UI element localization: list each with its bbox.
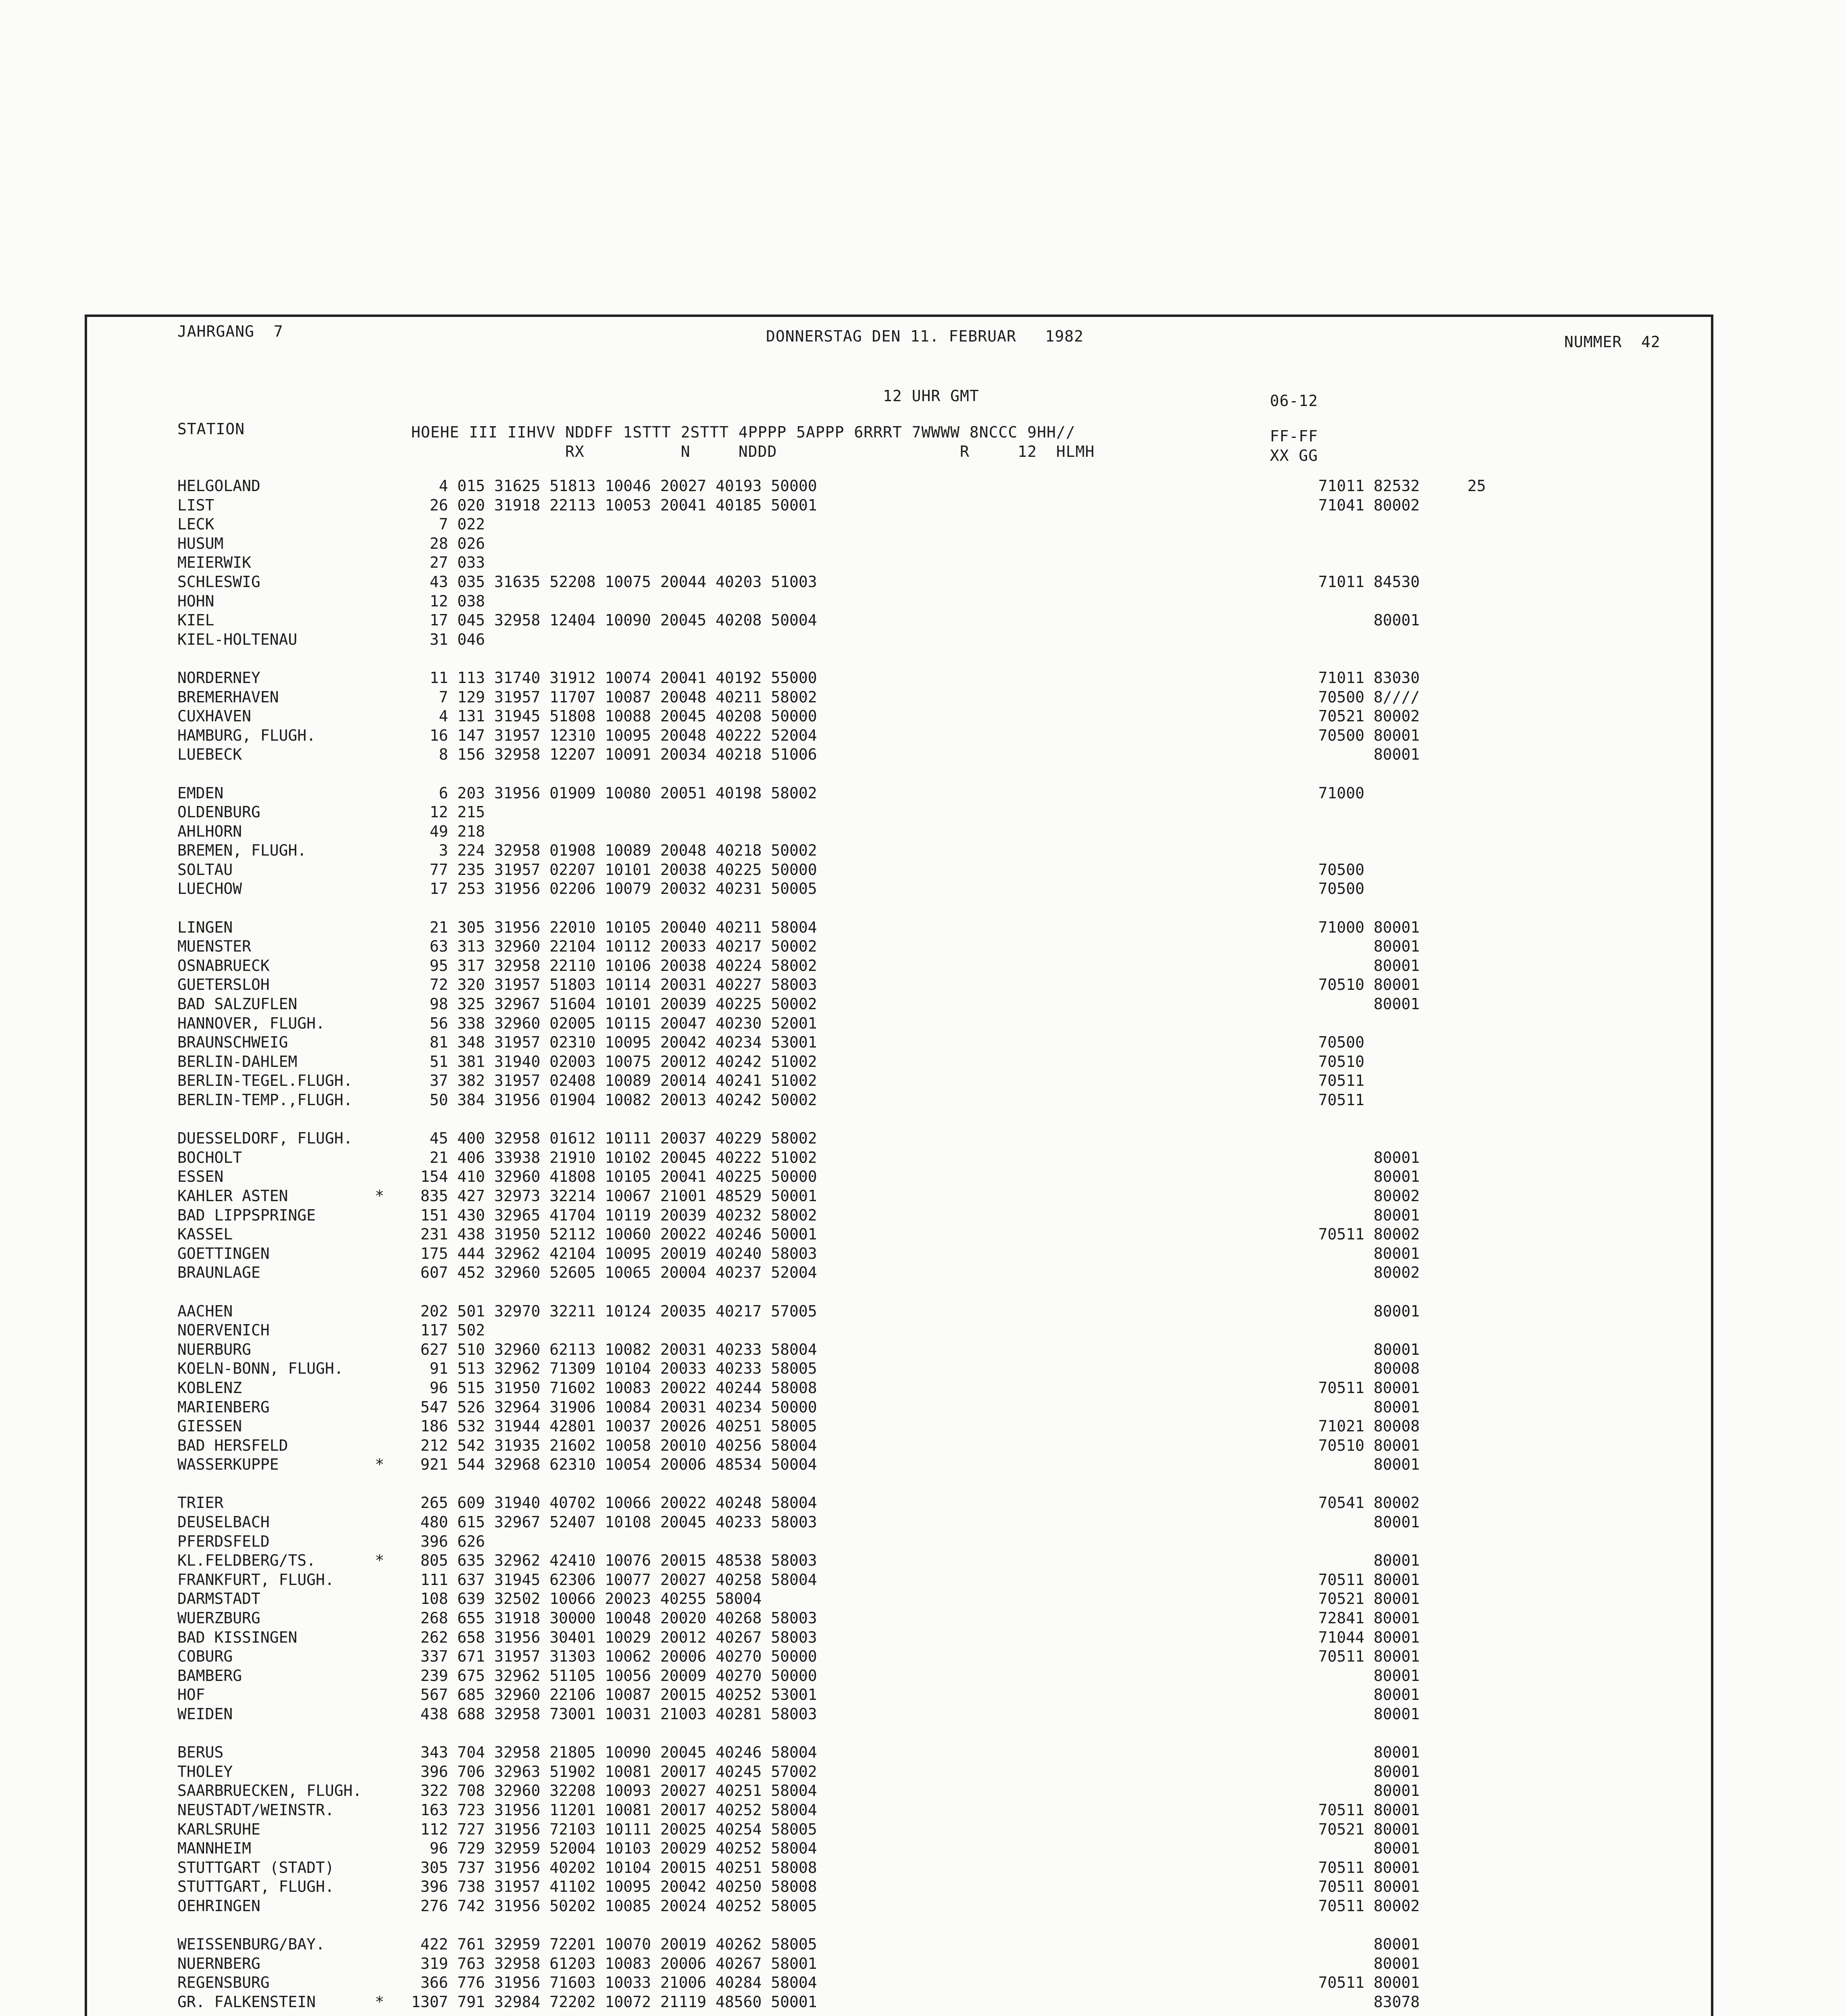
observation-codes: 567 685 32960 22106 10087 20015 40252 53001 xyxy=(411,1686,817,1704)
station-name: GUETERSLOH xyxy=(177,976,270,994)
station-name: FRANKFURT, FLUGH. xyxy=(177,1570,334,1589)
extra-codes: 80001 xyxy=(1318,956,1420,975)
station-name: NORDERNEY xyxy=(177,669,260,687)
extra-codes: 70511 80001 xyxy=(1318,1801,1420,1819)
extra-codes: 80001 xyxy=(1318,1206,1420,1224)
column-header-wind-sub: XX GG xyxy=(1270,447,1318,464)
observation-codes: 319 763 32958 61203 10083 20006 40267 58001 xyxy=(411,1954,817,1972)
station-name: LIST xyxy=(177,496,214,514)
station-name: KOELN-BONN, FLUGH. xyxy=(177,1360,343,1378)
observation-codes: 268 655 31918 30000 10048 20020 40268 58003 xyxy=(411,1609,817,1627)
station-name: LUECHOW xyxy=(177,880,242,898)
column-header-wind: FF-FF xyxy=(1270,427,1318,445)
observation-codes: 805 635 32962 42410 10076 20015 48538 58003 xyxy=(411,1552,817,1570)
observation-codes: 7 129 31957 11707 10087 20048 40211 58002 xyxy=(411,688,817,706)
station-name: HOHN xyxy=(177,592,214,610)
observation-codes: 186 532 31944 42801 10037 20026 40251 58005 xyxy=(411,1417,817,1435)
station-name: BERLIN-TEGEL.FLUGH. xyxy=(177,1072,353,1090)
station-name: NUERBURG xyxy=(177,1340,252,1358)
station-name: SOLTAU xyxy=(177,860,233,879)
station-name: STUTTGART, FLUGH. xyxy=(177,1878,334,1896)
station-name: LUEBECK xyxy=(177,746,242,764)
station-name: KIEL-HOLTENAU xyxy=(177,630,298,648)
station-name: STUTTGART (STADT) xyxy=(177,1858,334,1876)
volume-label: JAHRGANG 7 xyxy=(177,323,283,340)
station-name: MANNHEIM xyxy=(177,1839,252,1858)
station-name: CUXHAVEN xyxy=(177,707,252,725)
observation-codes: 17 253 31956 02206 10079 20032 40231 50005 xyxy=(411,880,817,898)
station-name: SAARBRUECKEN, FLUGH. xyxy=(177,1782,362,1800)
station-name: WASSERKUPPE xyxy=(177,1456,279,1474)
observation-codes: 202 501 32970 32211 10124 20035 40217 57005 xyxy=(411,1302,817,1320)
observation-codes: 98 325 32967 51604 10101 20039 40225 50002 xyxy=(411,995,817,1013)
station-name: BAD HERSFELD xyxy=(177,1436,288,1454)
extra-codes: 70511 80001 xyxy=(1318,1858,1420,1876)
extra-codes: 83078 xyxy=(1318,1993,1420,2011)
station-name: MARIENBERG xyxy=(177,1398,270,1416)
observation-codes: 95 317 32958 22110 10106 20038 40224 58002 xyxy=(411,956,817,975)
observation-codes: 37 382 31957 02408 10089 20014 40241 51002 xyxy=(411,1072,817,1090)
extra-codes: 70510 80001 xyxy=(1318,1436,1420,1454)
extra-codes: 70521 80001 xyxy=(1318,1590,1420,1608)
extra-codes: 80001 xyxy=(1318,1398,1420,1416)
extra-codes: 80001 xyxy=(1318,1244,1420,1262)
observation-codes: 21 305 31956 22010 10105 20040 40211 58004 xyxy=(411,918,817,936)
station-name: KIEL xyxy=(177,611,214,629)
extra-codes: 70500 xyxy=(1318,1033,1365,1052)
observation-codes: 547 526 32964 31906 10084 20031 40234 50000 xyxy=(411,1398,817,1416)
observation-codes: 396 626 xyxy=(411,1532,485,1550)
wind-gust: 25 xyxy=(1467,477,1486,495)
observation-codes: 56 338 32960 02005 10115 20047 40230 52001 xyxy=(411,1014,817,1032)
station-name: AHLHORN xyxy=(177,822,242,840)
observation-codes: 835 427 32973 32214 10067 21001 48529 50001 xyxy=(411,1187,817,1205)
station-name: ESSEN xyxy=(177,1168,224,1186)
extra-codes: 80001 xyxy=(1318,1168,1420,1186)
observation-codes: 51 381 31940 02003 10075 20012 40242 51002 xyxy=(411,1052,817,1070)
observation-codes: 4 015 31625 51813 10046 20027 40193 50000 xyxy=(411,477,817,495)
observation-codes: 26 020 31918 22113 10053 20041 40185 50001 xyxy=(411,496,817,514)
station-name: NEUSTADT/WEINSTR. xyxy=(177,1801,334,1819)
observation-codes: 627 510 32960 62113 10082 20031 40233 58004 xyxy=(411,1340,817,1358)
station-name: BERUS xyxy=(177,1743,224,1762)
extra-codes: 70511 80001 xyxy=(1318,1570,1420,1589)
observation-codes: 239 675 32962 51105 10056 20009 40270 50000 xyxy=(411,1666,817,1685)
extra-codes: 70510 xyxy=(1318,1052,1365,1070)
issue-number: NUMMER 42 xyxy=(1564,333,1661,351)
extra-codes: 70511 xyxy=(1318,1091,1365,1109)
station-name: REGENSBURG xyxy=(177,1974,270,1992)
extra-codes: 80001 xyxy=(1318,746,1420,764)
column-header-codes: HOEHE III IIHVV NDDFF 1STTT 2STTT 4PPPP 5APPP 6RRRT 7WWWW 8NCCC 9HH// xyxy=(411,423,1076,441)
observation-codes: 396 706 32963 51902 10081 20017 40245 57002 xyxy=(411,1762,817,1781)
station-name: HAMBURG, FLUGH. xyxy=(177,726,316,744)
extra-codes: 80001 xyxy=(1318,1666,1420,1685)
observation-codes: 72 320 31957 51803 10114 20031 40227 58003 xyxy=(411,976,817,994)
station-name: GR. FALKENSTEIN xyxy=(177,1993,316,2011)
report-frame xyxy=(85,314,1713,2016)
observation-codes: 117 502 xyxy=(411,1321,485,1339)
observation-codes: 3 224 32958 01908 10089 20048 40218 50002 xyxy=(411,841,817,860)
report-date: DONNERSTAG DEN 11. FEBRUAR 1982 xyxy=(766,327,1084,345)
station-name: NOERVENICH xyxy=(177,1321,270,1339)
extra-codes: 80008 xyxy=(1318,1360,1420,1378)
station-name: KASSEL xyxy=(177,1225,233,1243)
observation-codes: 12 215 xyxy=(411,803,485,821)
station-name: OLDENBURG xyxy=(177,803,260,821)
extra-codes: 80001 xyxy=(1318,1148,1420,1166)
station-name: MUENSTER xyxy=(177,937,252,956)
observation-codes: 4 131 31945 51808 10088 20045 40208 50000 xyxy=(411,707,817,725)
extra-codes: 70511 80001 xyxy=(1318,1647,1420,1666)
observation-codes: 43 035 31635 52208 10075 20044 40203 51003 xyxy=(411,573,817,591)
observation-codes: 6 203 31956 01909 10080 20051 40198 58002 xyxy=(411,784,817,802)
station-name: KL.FELDBERG/TS. xyxy=(177,1552,316,1570)
mountain-marker: * xyxy=(375,1456,384,1474)
station-name: DUESSELDORF, FLUGH. xyxy=(177,1129,353,1148)
observation-codes: 163 723 31956 11201 10081 20017 40252 58004 xyxy=(411,1801,817,1819)
station-name: LECK xyxy=(177,515,214,533)
station-name: THOLEY xyxy=(177,1762,233,1781)
station-name: GIESSEN xyxy=(177,1417,242,1435)
observation-codes: 45 400 32958 01612 10111 20037 40229 58002 xyxy=(411,1129,817,1148)
observation-codes: 480 615 32967 52407 10108 20045 40233 58003 xyxy=(411,1513,817,1531)
extra-codes: 80001 xyxy=(1318,1839,1420,1858)
extra-codes: 71011 84530 xyxy=(1318,573,1420,591)
observation-codes: 81 348 31957 02310 10095 20042 40234 53001 xyxy=(411,1033,817,1052)
observation-codes: 96 729 32959 52004 10103 20029 40252 58004 xyxy=(411,1839,817,1858)
observation-codes: 366 776 31956 71603 10033 21006 40284 58004 xyxy=(411,1974,817,1992)
station-name: BAD KISSINGEN xyxy=(177,1628,298,1646)
extra-codes: 80001 xyxy=(1318,1782,1420,1800)
observation-codes: 108 639 32502 10066 20023 40255 58004 xyxy=(411,1590,762,1608)
extra-codes: 71011 83030 xyxy=(1318,669,1420,687)
observation-codes: 17 045 32958 12404 10090 20045 40208 50004 xyxy=(411,611,817,629)
station-name: BAD SALZUFLEN xyxy=(177,995,298,1013)
observation-codes: 28 026 xyxy=(411,534,485,552)
station-name: EMDEN xyxy=(177,784,224,802)
observation-time: 12 UHR GMT xyxy=(883,387,979,405)
column-header-station: STATION xyxy=(177,420,245,438)
observation-codes: 322 708 32960 32208 10093 20027 40251 58004 xyxy=(411,1782,817,1800)
observation-codes: 265 609 31940 40702 10066 20022 40248 58004 xyxy=(411,1494,817,1512)
station-name: KARLSRUHE xyxy=(177,1820,260,1838)
observation-codes: 49 218 xyxy=(411,822,485,840)
observation-codes: 438 688 32958 73001 10031 21003 40281 58003 xyxy=(411,1705,817,1723)
extra-codes: 70500 xyxy=(1318,880,1365,898)
extra-codes: 71000 xyxy=(1318,784,1365,802)
station-name: DARMSTADT xyxy=(177,1590,260,1608)
extra-codes: 80002 xyxy=(1318,1264,1420,1282)
observation-codes: 111 637 31945 62306 10077 20027 40258 58004 xyxy=(411,1570,817,1589)
extra-codes: 80002 xyxy=(1318,1187,1420,1205)
observation-codes: 77 235 31957 02207 10101 20038 40225 50000 xyxy=(411,860,817,879)
observation-codes: 343 704 32958 21805 10090 20045 40246 58004 xyxy=(411,1743,817,1762)
station-name: BREMEN, FLUGH. xyxy=(177,841,307,860)
extra-codes: 80001 xyxy=(1318,1302,1420,1320)
extra-codes: 70511 80002 xyxy=(1318,1225,1420,1243)
extra-codes: 80001 xyxy=(1318,611,1420,629)
time-range: 06-12 xyxy=(1270,392,1318,410)
observation-codes: 422 761 32959 72201 10070 20019 40262 58005 xyxy=(411,1935,817,1954)
extra-codes: 71021 80008 xyxy=(1318,1417,1420,1435)
station-name: LINGEN xyxy=(177,918,233,936)
station-name: OSNABRUECK xyxy=(177,956,270,975)
station-name: WEIDEN xyxy=(177,1705,233,1723)
extra-codes: 70541 80002 xyxy=(1318,1494,1420,1512)
observation-codes: 151 430 32965 41704 10119 20039 40232 58002 xyxy=(411,1206,817,1224)
extra-codes: 80001 xyxy=(1318,937,1420,956)
observation-codes: 112 727 31956 72103 10111 20025 40254 58005 xyxy=(411,1820,817,1838)
observation-codes: 31 046 xyxy=(411,630,485,648)
observation-codes: 16 147 31957 12310 10095 20048 40222 52004 xyxy=(411,726,817,744)
extra-codes: 70510 80001 xyxy=(1318,976,1420,994)
observation-codes: 305 737 31956 40202 10104 20015 40251 58008 xyxy=(411,1858,817,1876)
extra-codes: 71044 80001 xyxy=(1318,1628,1420,1646)
extra-codes: 80001 xyxy=(1318,1705,1420,1723)
station-name: OEHRINGEN xyxy=(177,1897,260,1915)
station-name: HANNOVER, FLUGH. xyxy=(177,1014,325,1032)
observation-codes: 63 313 32960 22104 10112 20033 40217 50002 xyxy=(411,937,817,956)
extra-codes: 70511 80001 xyxy=(1318,1878,1420,1896)
observation-codes: 50 384 31956 01904 10082 20013 40242 50002 xyxy=(411,1091,817,1109)
extra-codes: 80001 xyxy=(1318,1456,1420,1474)
extra-codes: 80001 xyxy=(1318,1513,1420,1531)
station-name: SCHLESWIG xyxy=(177,573,260,591)
column-header-subcodes: RX N NDDD R 12 HLMH xyxy=(411,443,1095,460)
station-name: DEUSELBACH xyxy=(177,1513,270,1531)
station-name: KAHLER ASTEN xyxy=(177,1187,288,1205)
extra-codes: 70521 80002 xyxy=(1318,707,1420,725)
mountain-marker: * xyxy=(375,1993,384,2011)
extra-codes: 70511 xyxy=(1318,1072,1365,1090)
extra-codes: 80001 xyxy=(1318,1954,1420,1972)
station-name: TRIER xyxy=(177,1494,224,1512)
mountain-marker: * xyxy=(375,1187,384,1205)
observation-codes: 91 513 32962 71309 10104 20033 40233 58005 xyxy=(411,1360,817,1378)
extra-codes: 70500 8//// xyxy=(1318,688,1420,706)
station-name: COBURG xyxy=(177,1647,233,1666)
station-name: MEIERWIK xyxy=(177,554,252,572)
extra-codes: 70511 80002 xyxy=(1318,1897,1420,1915)
station-name: BERLIN-TEMP.,FLUGH. xyxy=(177,1091,353,1109)
station-name: PFERDSFELD xyxy=(177,1532,270,1550)
observation-codes: 8 156 32958 12207 10091 20034 40218 51006 xyxy=(411,746,817,764)
extra-codes: 70500 xyxy=(1318,860,1365,879)
station-name: BERLIN-DAHLEM xyxy=(177,1052,298,1070)
observation-codes: 396 738 31957 41102 10095 20042 40250 58008 xyxy=(411,1878,817,1896)
extra-codes: 70511 80001 xyxy=(1318,1379,1420,1397)
station-name: HUSUM xyxy=(177,534,224,552)
extra-codes: 80001 xyxy=(1318,1935,1420,1954)
station-name: BREMERHAVEN xyxy=(177,688,279,706)
station-name: HELGOLAND xyxy=(177,477,260,495)
station-name: KOBLENZ xyxy=(177,1379,242,1397)
extra-codes: 72841 80001 xyxy=(1318,1609,1420,1627)
observation-codes: 607 452 32960 52605 10065 20004 40237 52004 xyxy=(411,1264,817,1282)
extra-codes: 71041 80002 xyxy=(1318,496,1420,514)
observation-codes: 276 742 31956 50202 10085 20024 40252 58005 xyxy=(411,1897,817,1915)
observation-codes: 7 022 xyxy=(411,515,485,533)
station-name: WUERZBURG xyxy=(177,1609,260,1627)
station-name: AACHEN xyxy=(177,1302,233,1320)
extra-codes: 71011 82532 xyxy=(1318,477,1420,495)
mountain-marker: * xyxy=(375,1552,384,1570)
observation-codes: 262 658 31956 30401 10029 20012 40267 58003 xyxy=(411,1628,817,1646)
station-name: BRAUNSCHWEIG xyxy=(177,1033,288,1052)
station-name: HOF xyxy=(177,1686,205,1704)
station-name: BAD LIPPSPRINGE xyxy=(177,1206,316,1224)
observation-codes: 231 438 31950 52112 10060 20022 40246 50001 xyxy=(411,1225,817,1243)
observation-codes: 921 544 32968 62310 10054 20006 48534 50004 xyxy=(411,1456,817,1474)
observation-codes: 12 038 xyxy=(411,592,485,610)
extra-codes: 70500 80001 xyxy=(1318,726,1420,744)
observation-codes: 212 542 31935 21602 10058 20010 40256 58004 xyxy=(411,1436,817,1454)
extra-codes: 80001 xyxy=(1318,1743,1420,1762)
extra-codes: 80001 xyxy=(1318,1552,1420,1570)
station-name: WEISSENBURG/BAY. xyxy=(177,1935,325,1954)
observation-codes: 337 671 31957 31303 10062 20006 40270 50000 xyxy=(411,1647,817,1666)
station-name: NUERNBERG xyxy=(177,1954,260,1972)
observation-codes: 11 113 31740 31912 10074 20041 40192 55000 xyxy=(411,669,817,687)
station-name: GOETTINGEN xyxy=(177,1244,270,1262)
observation-codes: 175 444 32962 42104 10095 20019 40240 58003 xyxy=(411,1244,817,1262)
station-name: BOCHOLT xyxy=(177,1148,242,1166)
station-name: BRAUNLAGE xyxy=(177,1264,260,1282)
extra-codes: 80001 xyxy=(1318,1340,1420,1358)
extra-codes: 80001 xyxy=(1318,995,1420,1013)
observation-codes: 96 515 31950 71602 10083 20022 40244 58008 xyxy=(411,1379,817,1397)
extra-codes: 80001 xyxy=(1318,1762,1420,1781)
observation-codes: 154 410 32960 41808 10105 20041 40225 50000 xyxy=(411,1168,817,1186)
observation-codes: 1307 791 32984 72202 10072 21119 48560 50001 xyxy=(411,1993,817,2011)
extra-codes: 71000 80001 xyxy=(1318,918,1420,936)
observation-codes: 21 406 33938 21910 10102 20045 40222 51002 xyxy=(411,1148,817,1166)
extra-codes: 70511 80001 xyxy=(1318,1974,1420,1992)
observation-codes: 27 033 xyxy=(411,554,485,572)
extra-codes: 80001 xyxy=(1318,1686,1420,1704)
station-name: BAMBERG xyxy=(177,1666,242,1685)
extra-codes: 70521 80001 xyxy=(1318,1820,1420,1838)
